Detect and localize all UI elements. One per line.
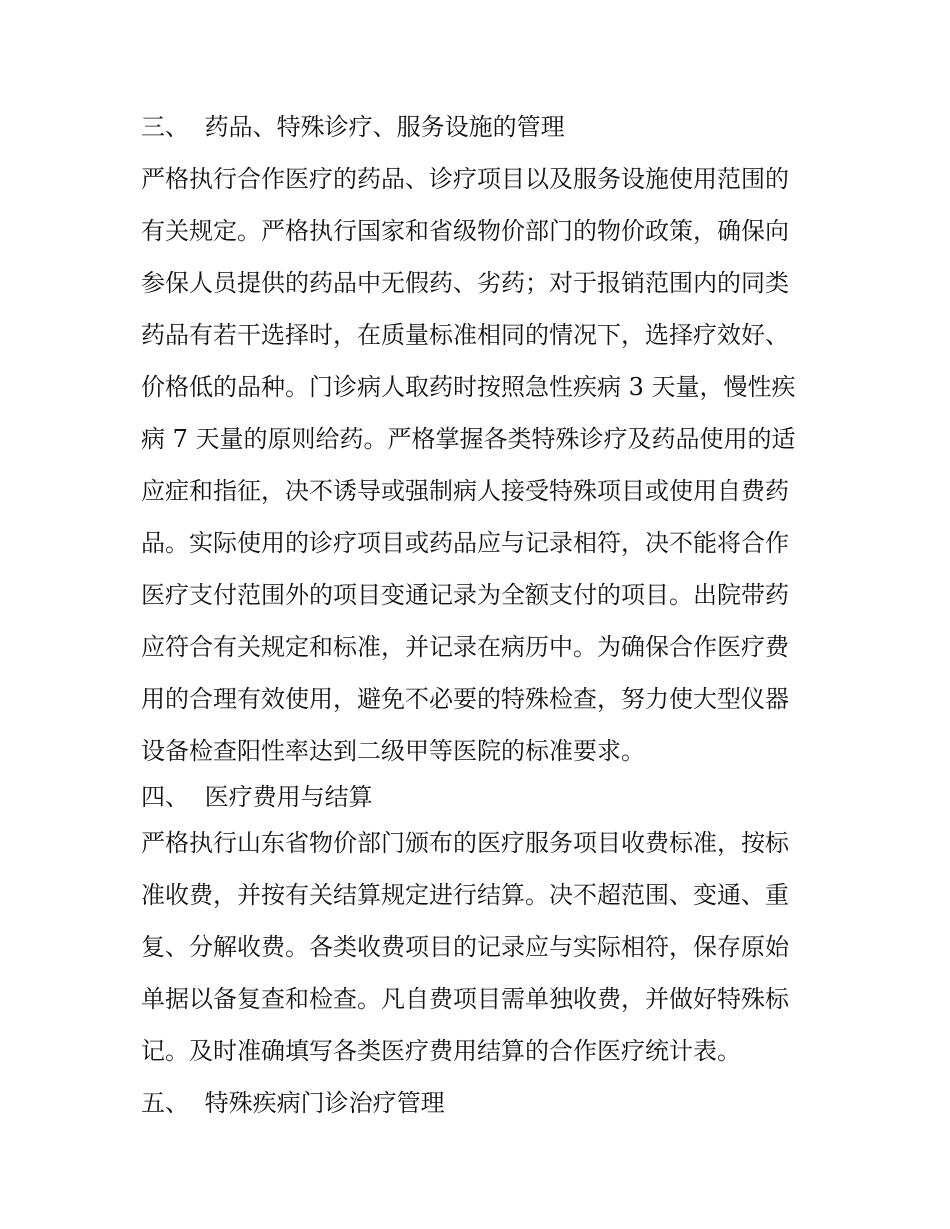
paragraph-line: 参保人员提供的药品中无假药、劣药；对于报销范围内的同类 (141, 269, 789, 297)
paragraph-line: 价格低的品种。门诊病人取药时按照急性疾病 3 天量，慢性疾 (141, 373, 796, 401)
section-heading-4: 四、 医疗费用与结算 (141, 783, 373, 811)
paragraph-line: 准收费，并按有关结算规定进行结算。决不超范围、变通、重 (141, 881, 789, 909)
paragraph-line: 药品有若干选择时，在质量标准相同的情况下，选择疗效好、 (141, 321, 789, 349)
paragraph-line: 复、分解收费。各类收费项目的记录应与实际相符，保存原始 (141, 933, 789, 961)
paragraph-line: 应症和指征，决不诱导或强制病人接受特殊项目或使用自费药 (141, 477, 789, 505)
paragraph-line: 品。实际使用的诊疗项目或药品应与记录相符，决不能将合作 (141, 529, 789, 557)
paragraph-line: 单据以备复查和检查。凡自费项目需单独收费，并做好特殊标 (141, 985, 789, 1013)
paragraph-line: 严格执行山东省物价部门颁布的医疗服务项目收费标准，按标 (141, 829, 789, 857)
section-heading-3: 三、 药品、特殊诊疗、服务设施的管理 (141, 113, 565, 141)
paragraph-line: 严格执行合作医疗的药品、诊疗项目以及服务设施使用范围的 (141, 165, 789, 193)
paragraph-line: 记。及时准确填写各类医疗费用结算的合作医疗统计表。 (141, 1037, 741, 1065)
paragraph-line: 有关规定。严格执行国家和省级物价部门的物价政策，确保向 (141, 217, 789, 245)
document-page (141, 112, 821, 1118)
paragraph-line: 病 7 天量的原则给药。严格掌握各类特殊诊疗及药品使用的适 (141, 425, 796, 453)
paragraph-line: 医疗支付范围外的项目变通记录为全额支付的项目。出院带药 (141, 581, 789, 609)
section-heading-5: 五、 特殊疾病门诊治疗管理 (141, 1089, 445, 1117)
paragraph-line: 应符合有关规定和标准，并记录在病历中。为确保合作医疗费 (141, 633, 789, 661)
paragraph-line: 用的合理有效使用，避免不必要的特殊检查，努力使大型仪器 (141, 685, 789, 713)
paragraph-line: 设备检查阳性率达到二级甲等医院的标准要求。 (141, 737, 645, 765)
